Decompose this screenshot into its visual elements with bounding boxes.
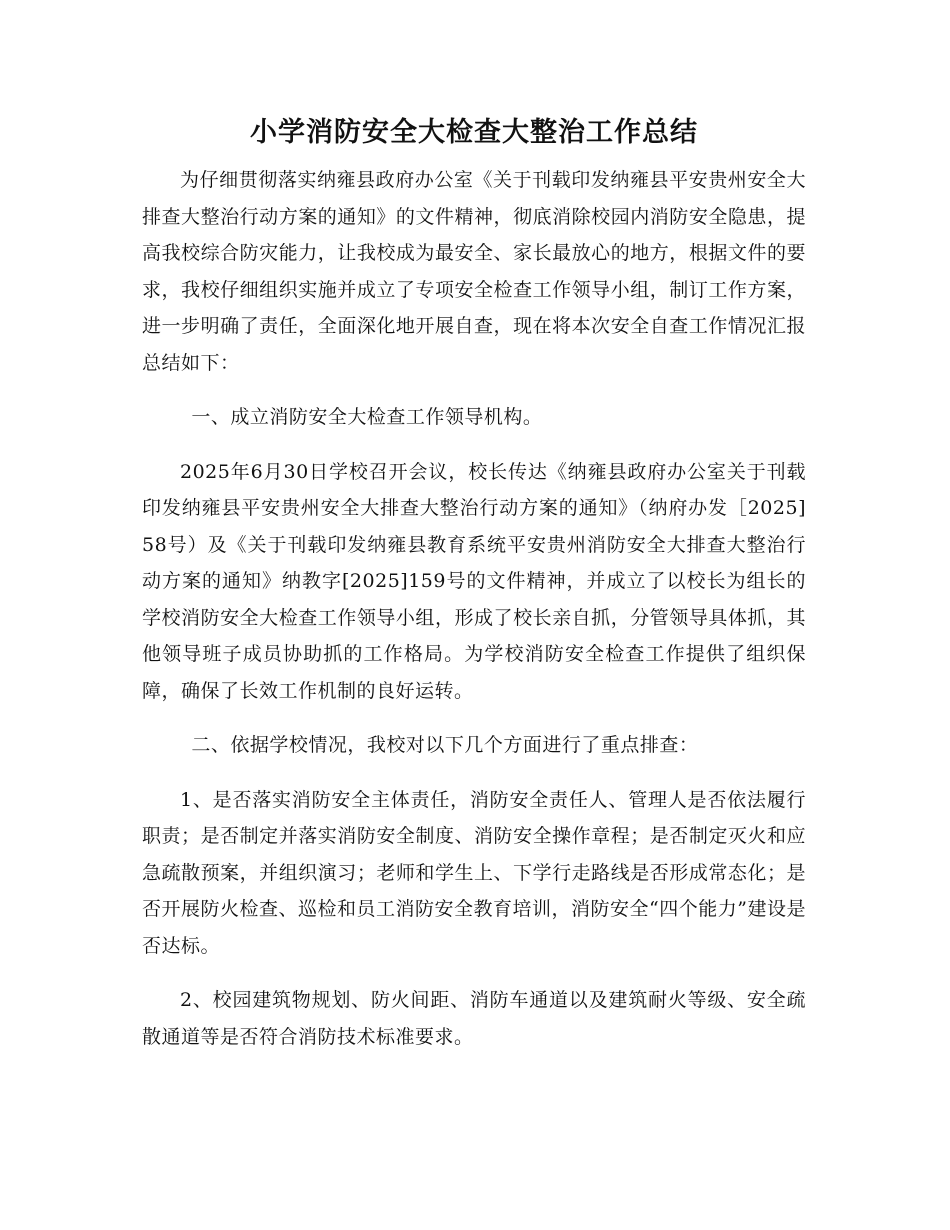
section-1-paragraph: 2025年6月30日学校召开会议，校长传达《纳雍县政府办公室关于刊载印发纳雍县平安贵州安全大排查大整治行动方案的通知》（纳府办发［2025]58号）及《关于刊载印发纳雍县教育系统平安贵州消防安全大排查大整治行动方案的通知》纳教字[2025]159号的文件精神，并成立了以校长为组长的学校消防安全大检查工作领导小组，形成了校长亲自抓，分管领导具体抓，其他领导班子成员协助抓的工作格局。为学校消防安全检查工作提供了组织保障，确保了长效工作机制的良好运转。	[142, 460, 806, 702]
intro-paragraph: 为仔细贯彻落实纳雍县政府办公室《关于刊载印发纳雍县平安贵州安全大排查大整治行动方案的通知》的文件精神，彻底消除校园内消防安全隐患，提高我校综合防灾能力，让我校成为最安全、家长最放心的地方，根据文件的要求，我校仔细组织实施并成立了专项安全检查工作领导小组，制订工作方案，进一步明确了责任，全面深化地开展自查，现在将本次安全自查工作情况汇报总结如下：	[142, 169, 806, 374]
section-1-heading: 一、成立消防安全大检查工作领导机构。	[191, 406, 543, 428]
document-body	[142, 108, 806, 1055]
section-2-item-2: 2、校园建筑物规划、防火间距、消防车通道以及建筑耐火等级、安全疏散通道等是否符合消防技术标准要求。	[142, 989, 806, 1048]
section-2-item-1: 1、是否落实消防安全主体责任，消防安全责任人、管理人是否依法履行职责；是否制定并落实消防安全制度、消防安全操作章程；是否制定灭火和应急疏散预案，并组织演习；老师和学生上、下学行走路线是否形成常态化；是否开展防火检查、巡检和员工消防安全教育培训，消防安全“四个能力”建设是否达标。	[142, 788, 806, 957]
document-title: 小学消防安全大检查大整治工作总结	[250, 117, 698, 148]
section-2-heading: 二、依据学校情况，我校对以下几个方面进行了重点排查：	[191, 734, 699, 756]
